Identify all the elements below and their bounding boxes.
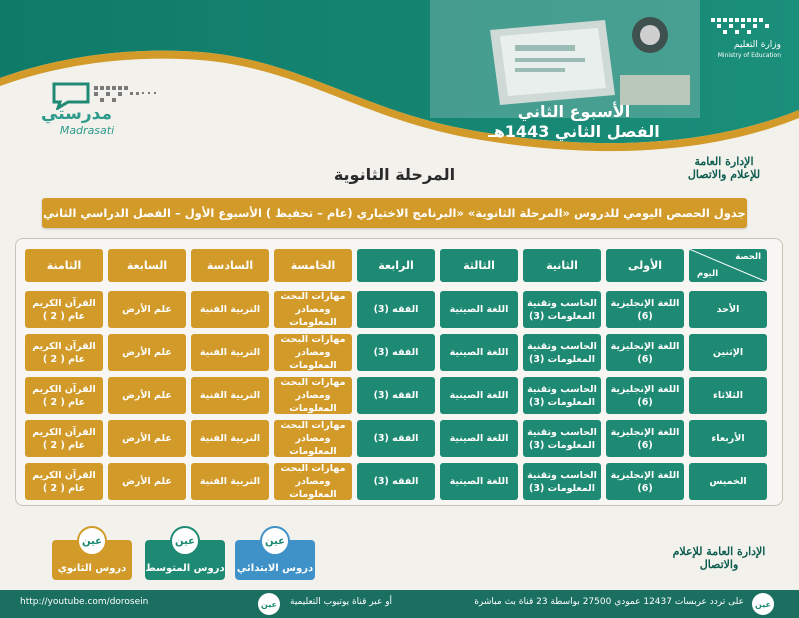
- lesson-cell: الفقه (3): [357, 291, 435, 328]
- lesson-cell: الحاسب وتقنية المعلومات (3): [523, 291, 601, 328]
- lesson-cell: القرآن الكريم عام ( 2 ): [25, 463, 103, 500]
- header-photo: [430, 0, 700, 118]
- lesson-cell: مهارات البحث ومصادر المعلومات: [274, 377, 352, 414]
- lesson-cell: اللغة الإنجليزية (6): [606, 334, 684, 371]
- day-cell: الأربعاء: [689, 420, 767, 457]
- period-header-5: الخامسة: [274, 249, 352, 282]
- lesson-cell: التربية الفنية: [191, 291, 269, 328]
- week-line-1: الأسبوع الثاني: [517, 102, 631, 121]
- primary-lessons-label: دروس الابتدائي: [236, 563, 314, 574]
- corner-header-cell: [689, 249, 767, 282]
- lesson-cell: القرآن الكريم عام ( 2 ): [25, 291, 103, 328]
- media-department-calligraphy-top: الإدارة العامة للإعلام والاتصال: [687, 155, 761, 181]
- middle-lessons-button[interactable]: [145, 535, 225, 580]
- period-header-1: الأولى: [606, 249, 684, 282]
- ein-badge-icon-right: عين: [752, 593, 774, 615]
- lesson-cell: مهارات البحث ومصادر المعلومات: [274, 291, 352, 328]
- lesson-cell: التربية الفنية: [191, 463, 269, 500]
- middle-lessons-label: دروس المتوسط: [145, 563, 225, 574]
- day-cell: الإثنين: [689, 334, 767, 371]
- ministry-name-en: Ministry of Education: [717, 52, 781, 59]
- lesson-cell: علم الأرض: [108, 291, 186, 328]
- lesson-cell: اللغة الصينية: [440, 334, 518, 371]
- footer-youtube-text: أو عبر قناة يوتيوب التعليمية: [290, 597, 393, 607]
- lesson-cell: القرآن الكريم عام ( 2 ): [25, 377, 103, 414]
- lesson-cell: التربية الفنية: [191, 334, 269, 371]
- lesson-cell: علم الأرض: [108, 334, 186, 371]
- lesson-cell: اللغة الإنجليزية (6): [606, 291, 684, 328]
- footer-satellite-info: على تردد عربسات 12437 عمودي 27500 بواسطة 23 قناة بث مباشرة: [474, 597, 744, 607]
- lesson-cell: القرآن الكريم عام ( 2 ): [25, 334, 103, 371]
- primary-lessons-button[interactable]: [235, 535, 315, 580]
- lesson-cell: القرآن الكريم عام ( 2 ): [25, 420, 103, 457]
- madrasati-name-ar: مدرستي: [41, 104, 112, 124]
- ein-badge-icon-left: عين: [258, 593, 280, 615]
- lesson-cell: مهارات البحث ومصادر المعلومات: [274, 420, 352, 457]
- week-title: [464, 102, 684, 142]
- period-header-7: السابعة: [108, 249, 186, 282]
- lesson-cell: الحاسب وتقنية المعلومات (3): [523, 334, 601, 371]
- lesson-cell: الفقه (3): [357, 377, 435, 414]
- period-header-4: الرابعة: [357, 249, 435, 282]
- lesson-cell: اللغة الإنجليزية (6): [606, 463, 684, 500]
- day-cell: الأحد: [689, 291, 767, 328]
- lesson-cell: اللغة الإنجليزية (6): [606, 377, 684, 414]
- lesson-cell: مهارات البحث ومصادر المعلومات: [274, 463, 352, 500]
- lesson-cell: الحاسب وتقنية المعلومات (3): [523, 463, 601, 500]
- day-cell: الثلاثاء: [689, 377, 767, 414]
- footer-youtube-link[interactable]: http://youtube.com/dorosein: [20, 597, 149, 607]
- secondary-lessons-button[interactable]: [52, 535, 132, 580]
- corner-day-label: اليوم: [697, 269, 719, 279]
- lesson-cell: الفقه (3): [357, 334, 435, 371]
- day-cell: الخميس: [689, 463, 767, 500]
- lesson-cell: اللغة الصينية: [440, 291, 518, 328]
- lesson-cell: الفقه (3): [357, 463, 435, 500]
- lesson-cell: علم الأرض: [108, 463, 186, 500]
- media-department-calligraphy-bottom: الإدارة العامة للإعلام والاتصال: [672, 545, 766, 571]
- lesson-cell: اللغة الصينية: [440, 420, 518, 457]
- lesson-cell: اللغة الصينية: [440, 463, 518, 500]
- lesson-cell: اللغة الصينية: [440, 377, 518, 414]
- schedule-banner: جدول الحصص اليومي للدروس «المرحلة الثانوية» «البرنامج الاختياري (عام – تحفيظ ) الأسبوع الأول – الفصل الدراسي الثاني: [42, 198, 747, 228]
- period-header-6: السادسة: [191, 249, 269, 282]
- period-header-3: الثالثة: [440, 249, 518, 282]
- lesson-cell: مهارات البحث ومصادر المعلومات: [274, 334, 352, 371]
- ein-icon: عين: [170, 526, 200, 556]
- lesson-cell: الحاسب وتقنية المعلومات (3): [523, 377, 601, 414]
- corner-period-label: الحصة: [735, 252, 761, 262]
- lesson-cell: الحاسب وتقنية المعلومات (3): [523, 420, 601, 457]
- lesson-cell: التربية الفنية: [191, 377, 269, 414]
- lesson-cell: الفقه (3): [357, 420, 435, 457]
- ein-icon: عين: [260, 526, 290, 556]
- ministry-name-ar: وزارة التعليم: [733, 40, 781, 50]
- stage-title: [0, 165, 799, 184]
- ein-icon: عين: [77, 526, 107, 556]
- secondary-lessons-label: دروس الثانوي: [57, 563, 127, 574]
- schedule-table: [15, 238, 783, 506]
- stage-title-text: المرحلة الثانوية: [333, 165, 456, 184]
- lesson-cell: علم الأرض: [108, 420, 186, 457]
- week-line-2: الفصل الثاني 1443هـ: [488, 122, 660, 141]
- period-header-8: الثامنة: [25, 249, 103, 282]
- lesson-cell: علم الأرض: [108, 377, 186, 414]
- madrasati-name-en: Madrasati: [59, 124, 115, 137]
- period-header-2: الثانية: [523, 249, 601, 282]
- lesson-cell: اللغة الإنجليزية (6): [606, 420, 684, 457]
- lesson-cell: التربية الفنية: [191, 420, 269, 457]
